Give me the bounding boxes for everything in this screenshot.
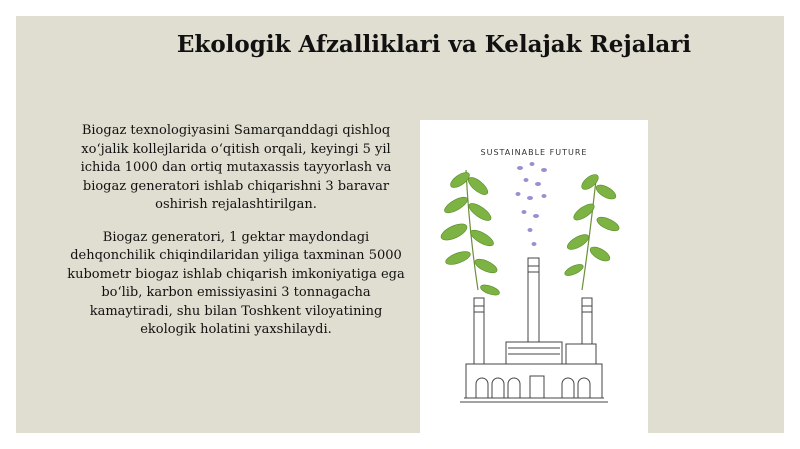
illustration-caption: SUSTAINABLE FUTURE	[480, 148, 588, 157]
body-text	[60, 122, 412, 354]
factory	[460, 258, 608, 402]
right-leaf-branch	[563, 172, 621, 290]
factory-illustration	[420, 120, 648, 433]
left-leaf-branch	[439, 170, 501, 298]
slide-title: Ekologik Afzalliklari va Kelajak Rejalari	[176, 31, 692, 58]
purple-petals	[516, 162, 548, 246]
paragraph-plans: Biogaz texnologiyasini Samarqanddagi qishloq xo‘jalik kollejlarida o‘qitish orqali, keyingi 5 yil ichida 1000 dan ortiq mutaxassis tayyorlash va biogaz generatori ishlab chiqarishni 3 baravar oshirish rejalashtirilgan.	[80, 123, 392, 212]
sustainable-future-illustration	[420, 120, 648, 433]
paragraph-benefits: Biogaz generatori, 1 gektar maydondagi dehqonchilik chiqindilaridan yiliga taxminan 5000 kubometr biogaz ishlab chiqarish imkoniyatiga ega bo‘lib, karbon emissiyasini 3 tonnagacha kamaytiradi, shu bilan Toshkent viloyatining ekologik holatini yaxshilaydi.	[67, 229, 405, 337]
slide	[16, 16, 784, 433]
